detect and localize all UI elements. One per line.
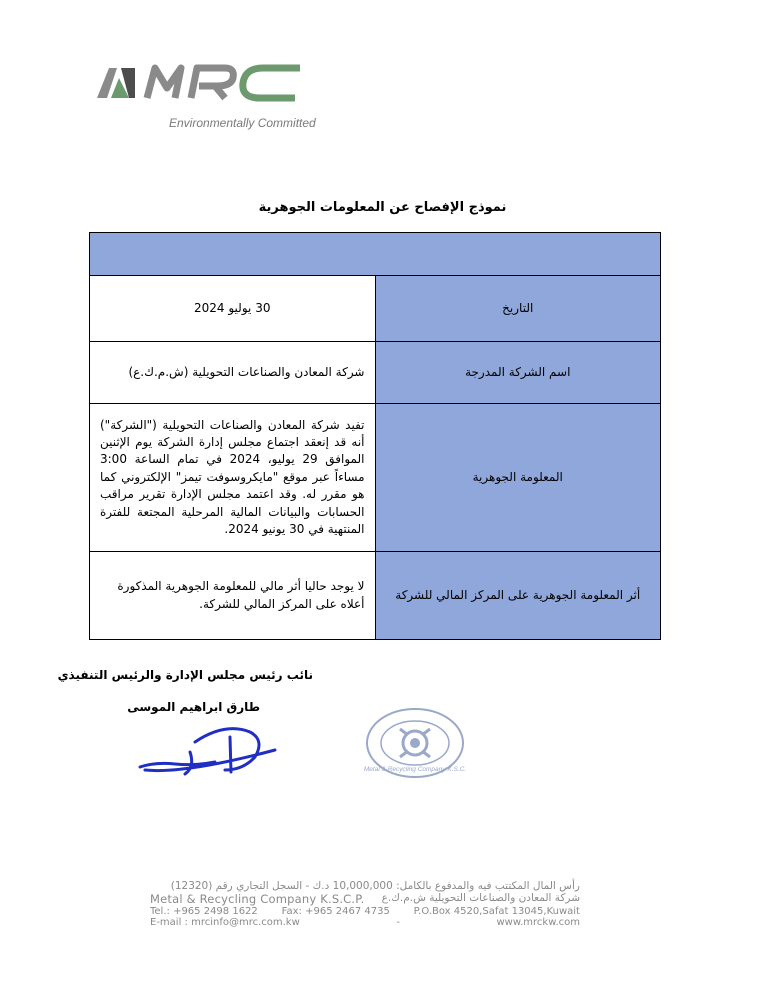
footer-email[interactable]: E-mail : mrcinfo@mrc.com.kw [150,917,300,928]
mrc-logo-mark [95,58,320,118]
handwritten-signature [135,712,285,782]
row-value: لا يوجد حاليا أثر مالي للمعلومة الجوهرية المذكورة أعلاه على المركز المالي للشركة. [90,552,376,640]
page-footer [150,880,580,928]
footer-web-line [150,917,580,928]
footer-tel: Tel.: +965 2498 1622 [150,906,258,917]
footer-website[interactable]: www.mrckw.com [496,917,580,928]
footer-pobox: P.O.Box 4520,Safat 13045,Kuwait [413,906,580,917]
footer-company-line [150,892,580,906]
footer-separator: - [396,917,400,928]
table-row [90,342,661,404]
row-value: شركة المعادن والصناعات التحويلية (ش.م.ك.ع) [90,342,376,404]
logo-tagline: Environmentally Committed [169,116,316,130]
signatory-title: نائب رئيس مجلس الإدارة والرئيس التنفيذي [57,668,313,682]
footer-fax: Fax: +965 2467 4735 [281,906,390,917]
company-stamp [360,703,470,783]
signatory-name: طارق ابراهيم الموسى [127,700,260,714]
table-row [90,404,661,552]
row-value: 30 يوليو 2024 [90,276,376,342]
table-header-cell [90,233,661,276]
table-row [90,552,661,640]
row-value: تفيد شركة المعادن والصناعات التحويلية ("الشركة") أنه قد إنعقد اجتماع مجلس إدارة الشركة يوم الإثنين الموافق 29 يوليو، 2024 في تمام الساعة 3:00 مساءاً عبر موقع "مايكروسوفت تيمز" الإلكتروني كما هو مقرر له. وقد اعتمد مجلس الإدارة تقرير مراقب الحسابات والبيانات المالية المرحلية المجتعة للفترة المنتهية في 30 يونيو 2024. [90,404,376,552]
footer-company-en: Metal & Recycling Company K.S.C.P. [150,892,365,906]
row-label: التاريخ [375,276,661,342]
disclosure-table [89,232,661,640]
stamp-text: Metal & Recycling Company K.S.C. [363,766,467,773]
table-row [90,276,661,342]
row-label: اسم الشركة المدرجة [375,342,661,404]
row-label: المعلومة الجوهرية [375,404,661,552]
company-logo [95,58,320,138]
form-title: نموذج الإفصاح عن المعلومات الجوهرية [258,200,507,215]
footer-capital-line: رأس المال المكتتب فيه والمدفوع بالكامل: 10,000,000 د.ك - السجل التجاري رقم (12320) [170,880,580,892]
footer-contact-line [150,906,580,917]
table-header-row [90,233,661,276]
footer-company-ar: شركة المعادن والصناعات التحويلية ش.م.ك.ع [381,892,580,904]
row-label: أثر المعلومة الجوهرية على المركز المالي للشركة [375,552,661,640]
